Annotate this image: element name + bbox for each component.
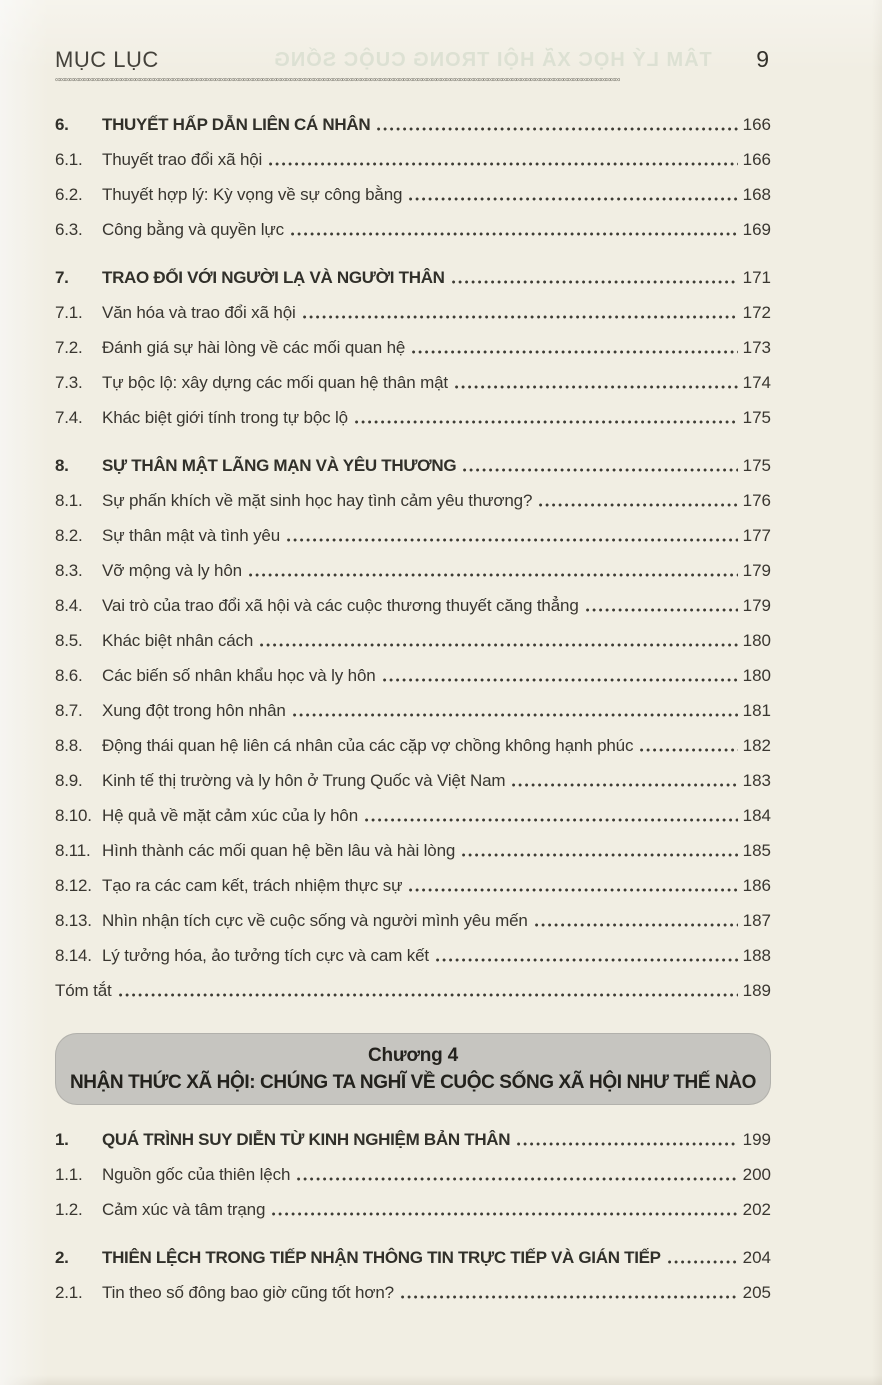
toc-entry-title: Sự phấn khích về mặt sinh học hay tình cảm yêu thương? <box>102 491 533 510</box>
toc-entry-page: 205 <box>742 1283 771 1302</box>
toc-entry-number: 2. <box>55 1248 69 1267</box>
toc-entry-title: Cảm xúc và tâm trạng <box>102 1200 266 1219</box>
dot-leader <box>355 420 738 424</box>
dot-leader <box>463 468 737 472</box>
toc-section-entry <box>55 1247 771 1268</box>
toc-entry-page: 177 <box>742 526 771 545</box>
page-title: MỤC LỤC <box>55 47 159 72</box>
toc-entry <box>55 840 771 861</box>
dot-leader <box>383 678 738 682</box>
toc-entry <box>55 184 771 205</box>
toc-entry-number: 7.1. <box>55 303 83 322</box>
dot-leader <box>291 232 738 236</box>
dot-leader <box>287 538 738 542</box>
toc-entry <box>55 770 771 791</box>
dot-leader <box>377 127 737 131</box>
toc-entry-title: Tự bộc lộ: xây dựng các mối quan hệ thân mật <box>102 373 448 392</box>
toc-entry-number: 1.2. <box>55 1200 83 1219</box>
toc-entry-number: 8.4. <box>55 596 83 615</box>
toc-entry-page: 179 <box>742 561 771 580</box>
toc-entry-page: 173 <box>742 338 771 357</box>
toc-entry-page: 172 <box>742 303 771 322</box>
toc-entry-title: Nhìn nhận tích cực về cuộc sống và người mình yêu mến <box>102 911 528 930</box>
dot-leader <box>260 643 737 647</box>
toc-entry <box>55 219 771 240</box>
bleed-through-text: TÂM LÝ HỌC XÃ HỘI TRONG CUỘC SỐNG <box>273 49 712 71</box>
toc-entry-title: Thuyết hợp lý: Kỳ vọng về sự công bằng <box>102 185 403 204</box>
chapter-number: Chương 4 <box>367 1044 459 1066</box>
dot-leader <box>462 853 737 857</box>
toc-entry <box>55 490 771 511</box>
dot-leader <box>272 1212 737 1216</box>
toc-list-part1 <box>55 114 771 1001</box>
toc-entry-number: 6.2. <box>55 185 83 204</box>
toc-entry <box>55 805 771 826</box>
dot-leader <box>517 1142 737 1146</box>
toc-entry <box>55 875 771 896</box>
toc-entry-page: 186 <box>742 876 771 895</box>
toc-entry-page: 169 <box>742 220 771 239</box>
toc-entry-page: 174 <box>742 373 771 392</box>
dot-leader <box>452 280 738 284</box>
toc-entry <box>55 337 771 358</box>
toc-entry <box>55 595 771 616</box>
toc-entry-title: Lý tưởng hóa, ảo tưởng tích cực và cam kết <box>102 946 430 965</box>
toc-entry-title: Vỡ mộng và ly hôn <box>102 561 242 580</box>
toc-entry-number: 8.7. <box>55 701 83 720</box>
toc-entry-number: 1.1. <box>55 1165 83 1184</box>
toc-entry-page: 183 <box>742 771 771 790</box>
dot-leader <box>297 1177 737 1181</box>
toc-entry-title: Kinh tế thị trường và ly hôn ở Trung Quốc và Việt Nam <box>102 771 506 790</box>
toc-entry-title: Tạo ra các cam kết, trách nhiệm thực sự <box>102 876 403 895</box>
page-content <box>55 0 771 1303</box>
toc-section-entry <box>55 455 771 476</box>
toc-entry-title: Hệ quả về mặt cảm xúc của ly hôn <box>102 806 358 825</box>
dot-leader <box>535 923 738 927</box>
toc-entry-page: 199 <box>742 1130 771 1149</box>
toc-entry <box>55 945 771 966</box>
dot-leader <box>412 350 737 354</box>
toc-entry-number: 7. <box>55 268 69 287</box>
toc-list-part2 <box>55 1129 771 1303</box>
toc-entry-number: 8.5. <box>55 631 83 650</box>
toc-entry <box>55 149 771 170</box>
dot-leader <box>640 748 737 752</box>
toc-entry-number: 6.3. <box>55 220 83 239</box>
toc-entry-title: TRAO ĐỔI VỚI NGƯỜI LẠ VÀ NGƯỜI THÂN <box>102 268 445 287</box>
dot-leader <box>586 608 738 612</box>
toc-entry-title: Thuyết trao đổi xã hội <box>102 150 263 169</box>
dot-leader <box>455 385 738 389</box>
toc-entry-title: Công bằng và quyền lực <box>102 220 284 239</box>
toc-entry <box>55 407 771 428</box>
toc-entry-number: 8.9. <box>55 771 83 790</box>
toc-entry <box>55 980 771 1001</box>
toc-entry-page: 180 <box>742 631 771 650</box>
toc-entry-number: 6. <box>55 115 69 134</box>
toc-entry-title: Khác biệt nhân cách <box>102 631 254 650</box>
dot-leader <box>401 1295 738 1299</box>
toc-entry <box>55 1164 771 1185</box>
toc-entry <box>55 630 771 651</box>
dot-leader <box>119 993 738 997</box>
toc-entry-title: Xung đột trong hôn nhân <box>102 701 286 720</box>
toc-entry-page: 181 <box>742 701 771 720</box>
toc-entry-page: 189 <box>742 981 771 1000</box>
dot-leader <box>512 783 737 787</box>
toc-entry-title: QUÁ TRÌNH SUY DIỄN TỪ KINH NGHIỆM BẢN THÂN <box>102 1130 511 1149</box>
toc-entry-number: 1. <box>55 1130 69 1149</box>
toc-section-entry <box>55 1129 771 1150</box>
toc-entry-title: THIÊN LỆCH TRONG TIẾP NHẬN THÔNG TIN TRỰC TIẾP VÀ GIÁN TIẾP <box>102 1248 661 1267</box>
toc-entry-number: 8.12. <box>55 876 92 895</box>
toc-entry-page: 180 <box>742 666 771 685</box>
toc-entry-title: Khác biệt giới tính trong tự bộc lộ <box>102 408 348 427</box>
toc-entry-number: 2.1. <box>55 1283 83 1302</box>
toc-entry-number: 8.14. <box>55 946 92 965</box>
toc-entry-number: 8.11. <box>55 841 91 860</box>
toc-entry-number: 8.6. <box>55 666 83 685</box>
toc-entry <box>55 1282 771 1303</box>
page-number: 9 <box>756 46 769 72</box>
toc-entry-page: 171 <box>742 268 771 287</box>
toc-entry-title: SỰ THÂN MẬT LÃNG MẠN VÀ YÊU THƯƠNG <box>102 456 457 475</box>
toc-entry-title: Đánh giá sự hài lòng về các mối quan hệ <box>102 338 406 357</box>
dot-leader <box>303 315 738 319</box>
toc-entry-page: 182 <box>742 736 771 755</box>
toc-entry <box>55 665 771 686</box>
toc-entry-number: 7.4. <box>55 408 83 427</box>
toc-entry-number: 8.3. <box>55 561 83 580</box>
toc-entry <box>55 560 771 581</box>
toc-entry-page: 188 <box>742 946 771 965</box>
toc-entry-number: 8.2. <box>55 526 83 545</box>
toc-entry <box>55 735 771 756</box>
toc-entry-page: 176 <box>742 491 771 510</box>
toc-entry-title: THUYẾT HẤP DẪN LIÊN CÁ NHÂN <box>102 115 371 134</box>
toc-entry <box>55 372 771 393</box>
chapter-banner <box>55 1033 771 1105</box>
toc-entry-page: 168 <box>742 185 771 204</box>
toc-entry-title: Động thái quan hệ liên cá nhân của các cặp vợ chồng không hạnh phúc <box>102 736 634 755</box>
decorative-chain-rule <box>55 76 771 86</box>
toc-entry-number: 7.3. <box>55 373 83 392</box>
toc-entry-title: Tóm tắt <box>55 981 112 1000</box>
toc-entry-number: 8. <box>55 456 69 475</box>
toc-entry-page: 184 <box>742 806 771 825</box>
toc-entry-title: Văn hóa và trao đổi xã hội <box>102 303 296 322</box>
toc-entry <box>55 700 771 721</box>
toc-entry-page: 204 <box>742 1248 771 1267</box>
toc-entry-number: 8.10. <box>55 806 92 825</box>
page-header <box>55 46 771 73</box>
toc-entry-title: Sự thân mật và tình yêu <box>102 526 281 545</box>
toc-entry-page: 166 <box>742 115 771 134</box>
dot-leader <box>539 503 737 507</box>
dot-leader <box>668 1260 738 1264</box>
chapter-title: NHẬN THỨC XÃ HỘI: CHÚNG TA NGHĨ VỀ CUỘC SỐNG XÃ HỘI NHƯ THẾ NÀO <box>69 1071 757 1093</box>
toc-entry-page: 187 <box>742 911 771 930</box>
toc-entry-number: 6.1. <box>55 150 83 169</box>
toc-entry-title: Các biến số nhân khẩu học và ly hôn <box>102 666 376 685</box>
toc-entry-page: 200 <box>742 1165 771 1184</box>
toc-entry-number: 7.2. <box>55 338 83 357</box>
toc-section-entry <box>55 114 771 135</box>
toc-entry <box>55 525 771 546</box>
dot-leader <box>436 958 738 962</box>
toc-entry-page: 179 <box>742 596 771 615</box>
toc-entry-title: Tin theo số đông bao giờ cũng tốt hơn? <box>102 1283 394 1302</box>
toc-entry-page: 175 <box>742 408 771 427</box>
toc-entry-page: 175 <box>742 456 771 475</box>
toc-entry <box>55 910 771 931</box>
toc-entry-number: 8.1. <box>55 491 83 510</box>
toc-entry-title: Nguồn gốc của thiên lệch <box>102 1165 291 1184</box>
dot-leader <box>365 818 738 822</box>
toc-entry <box>55 1199 771 1220</box>
toc-entry-number: 8.8. <box>55 736 83 755</box>
dot-leader <box>293 713 738 717</box>
toc-entry-title: Vai trò của trao đổi xã hội và các cuộc thương thuyết căng thẳng <box>102 596 579 615</box>
toc-entry <box>55 302 771 323</box>
toc-entry-page: 185 <box>742 841 771 860</box>
toc-section-entry <box>55 267 771 288</box>
toc-entry-title: Hình thành các mối quan hệ bền lâu và hài lòng <box>102 841 456 860</box>
toc-entry-number: 8.13. <box>55 911 92 930</box>
toc-entry-page: 166 <box>742 150 771 169</box>
dot-leader <box>409 197 737 201</box>
dot-leader <box>249 573 738 577</box>
dot-leader <box>269 162 737 166</box>
dot-leader <box>409 888 737 892</box>
toc-entry-page: 202 <box>742 1200 771 1219</box>
